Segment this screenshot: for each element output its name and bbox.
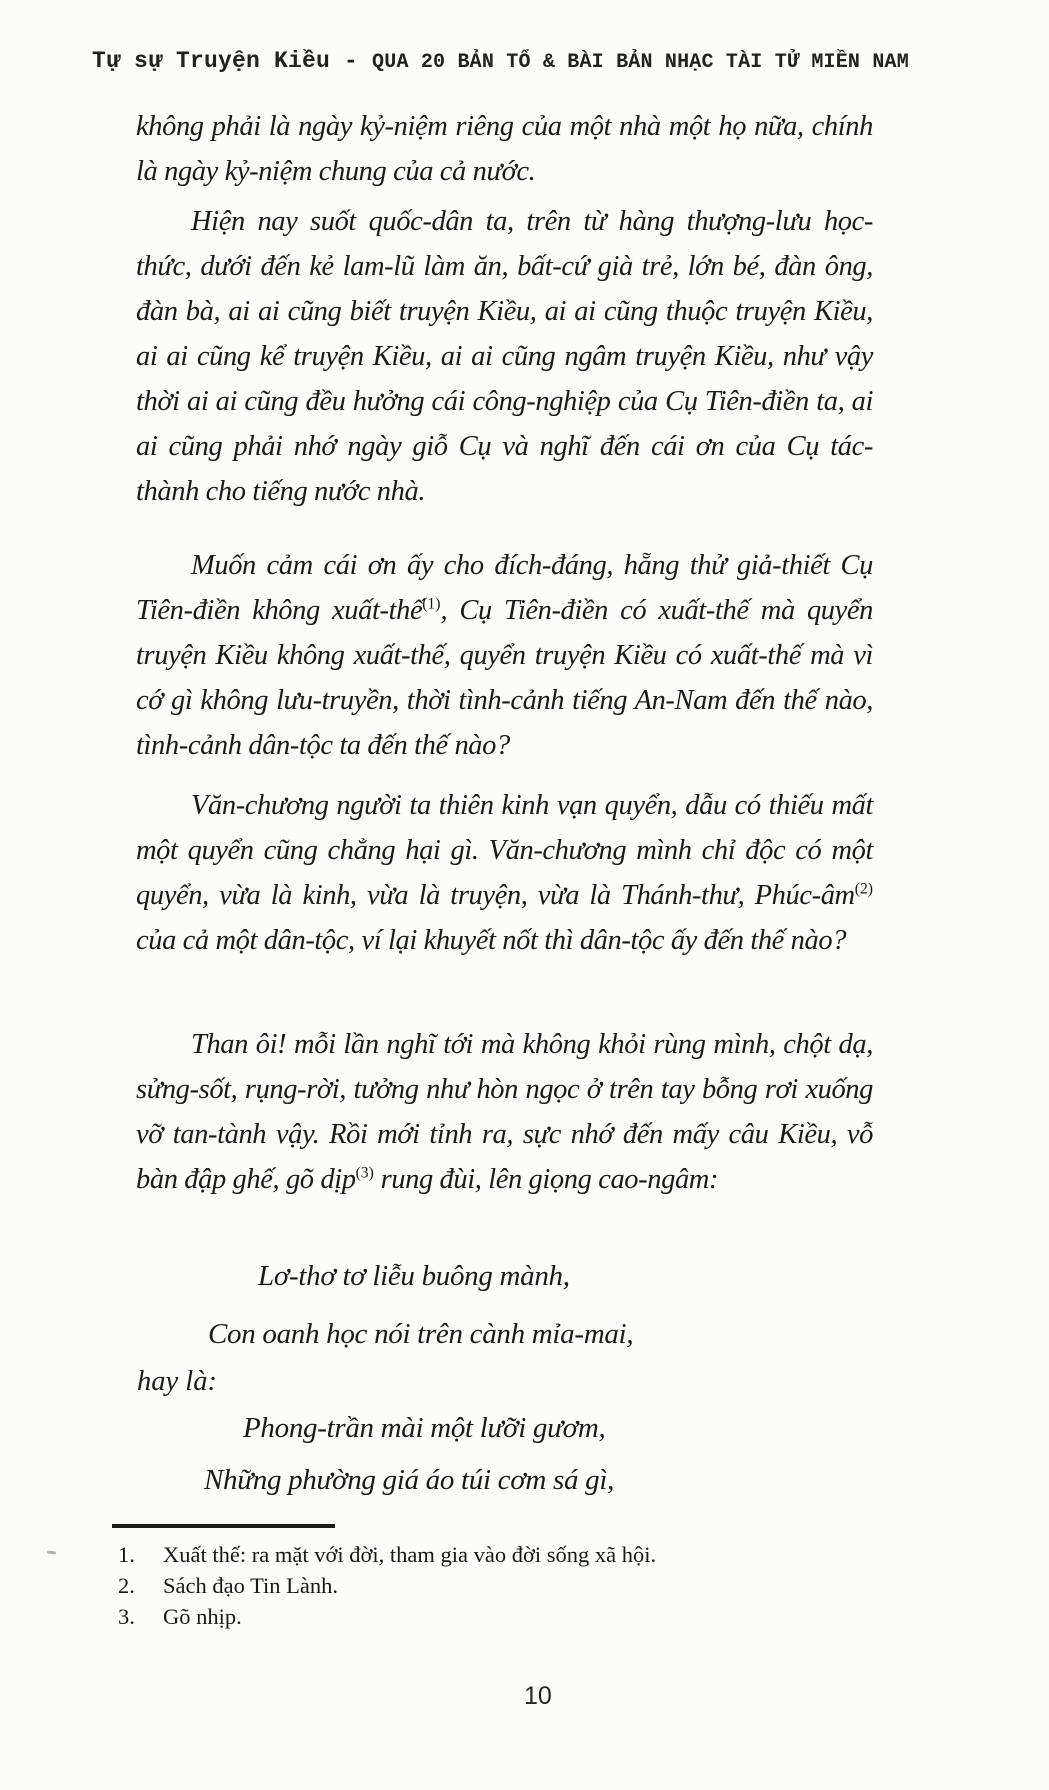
footnote-text: Xuất thế: ra mặt với đời, tham gia vào đời sống xã hội.	[163, 1542, 657, 1567]
paragraph-text: Hiện nay suốt quốc-dân ta, trên từ hàng thượng-lưu học-thức, dưới đến kẻ lam-lũ làm ăn, bất-cứ già trẻ, lớn bé, đàn ông, đàn bà, ai ai cũng biết truyện Kiều, ai ai cũng thuộc truyện Kiều, ai ai cũng kể truyện Kiều, ai ai cũng ngâm truyện Kiều, như vậy thời ai ai cũng đều hưởng cái công-nghiệp của Cụ Tiên-điền ta, ai ai cũng phải nhớ ngày giỗ Cụ và nghĩ đến cái ơn của Cụ tác-thành cho tiếng nước nhà.	[136, 206, 873, 507]
verse-line: Con oanh học nói trên cành mỉa-mai,	[208, 1318, 634, 1350]
footnote	[118, 1603, 918, 1631]
running-header	[92, 48, 992, 74]
running-header-subtitle: QUA 20 BẢN TỔ & BÀI BẢN NHẠC TÀI TỬ MIỀN NAM	[372, 51, 909, 74]
interjection-text: hay là:	[137, 1366, 217, 1397]
footnote-number: 1.	[118, 1542, 135, 1567]
footnote-number: 3.	[118, 1604, 135, 1629]
paragraph-text: rung đùi, lên giọng cao-ngâm:	[373, 1164, 719, 1195]
footnote	[118, 1572, 918, 1600]
scan-speck	[47, 1550, 56, 1554]
paragraph-text: Than ôi! mỗi lần nghĩ tới mà không khỏi rùng mình, chột dạ, sửng-sốt, rụng-rời, tưởng như hòn ngọc ở trên tay bỗng rơi xuống vỡ tan-tành vậy. Rồi mới tỉnh ra, sực nhớ đến mấy câu Kiều, vỗ bàn đập ghế, gõ dịp	[136, 1029, 873, 1195]
paragraph-text: , Cụ Tiên-điền có xuất-thế mà quyển truyện Kiều không xuất-thế, quyển truyện Kiều có xuất-thế mà vì cớ gì không lưu-truyền, thời tình-cảnh tiếng An-Nam đến thế nào, tình-cảnh dân-tộc ta đến thế nào?	[136, 595, 873, 761]
footnote-number: 2.	[118, 1573, 135, 1598]
footnote-ref-2: (2)	[854, 880, 873, 898]
paragraph-text: của cả một dân-tộc, ví lại khuyết nốt thì dân-tộc ấy đến thế nào?	[136, 925, 847, 956]
paragraph	[136, 1022, 873, 1202]
footnote	[118, 1541, 918, 1569]
verse-line: Những phường giá áo túi cơm sá gì,	[204, 1464, 615, 1496]
footnote-text: Gõ nhịp.	[163, 1604, 242, 1629]
footnote-separator-rule	[112, 1524, 335, 1528]
paragraph	[136, 783, 873, 963]
paragraph	[136, 543, 873, 768]
footnote-text: Sách đạo Tin Lành.	[163, 1573, 339, 1598]
footnote-ref-3: (3)	[355, 1164, 374, 1182]
paragraph-continuation	[136, 104, 873, 194]
paragraph	[136, 199, 873, 514]
footnote-ref-1: (1)	[422, 595, 441, 613]
verse-line: Phong-trần mài một lưỡi gươm,	[243, 1412, 606, 1444]
page-number: 10	[524, 1682, 552, 1710]
paragraph-text: không phải là ngày kỷ-niệm riêng của một nhà một họ nữa, chính là ngày kỷ-niệm chung của cả nước.	[136, 111, 873, 187]
running-header-title: Tự sự Truyện Kiều -	[92, 48, 373, 74]
paragraph-text: Muốn cảm cái ơn ấy cho đích-đáng, hẵng thử giả-thiết Cụ Tiên-điền không xuất-thế	[136, 550, 873, 626]
paragraph-text: Văn-chương người ta thiên kinh vạn quyển, dẫu có thiếu mất một quyển cũng chẳng hại gì. Văn-chương mình chỉ độc có một quyển, vừa là kinh, vừa là truyện, vừa là Thánh-thư, Phúc-âm	[136, 790, 873, 911]
verse-line: Lơ-thơ tơ liễu buông mành,	[258, 1260, 570, 1292]
